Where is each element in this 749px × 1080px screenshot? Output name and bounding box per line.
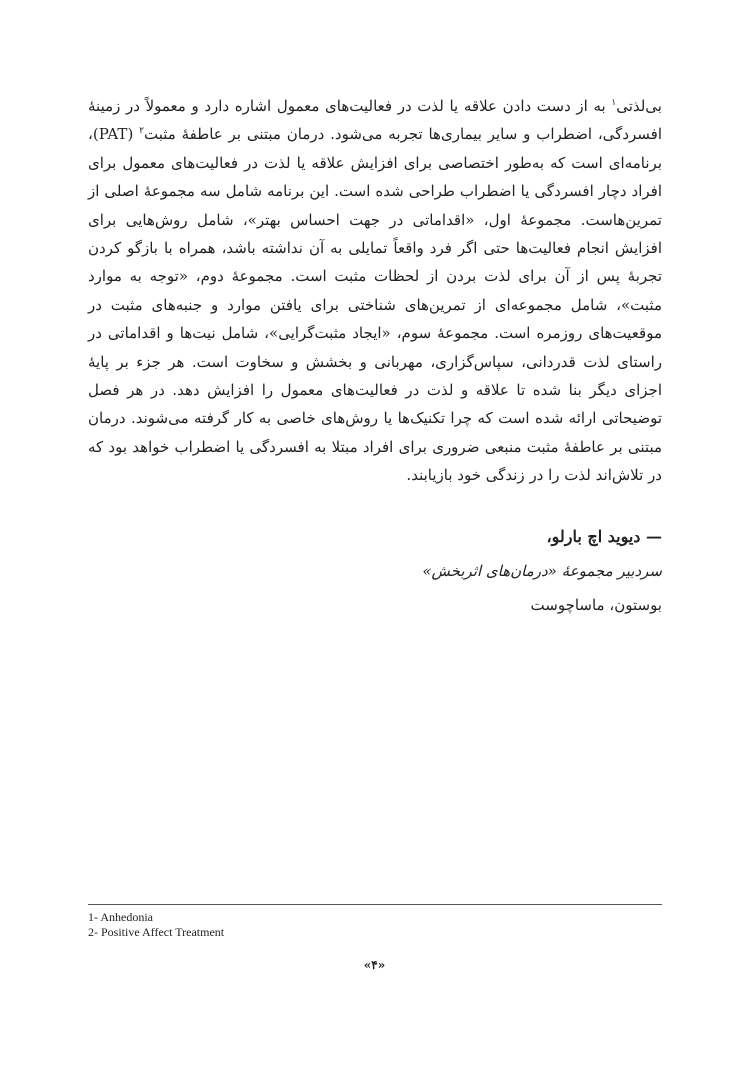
author-name: — دیوید اچ بارلو،: [546, 527, 662, 546]
body-paragraph: [88, 92, 662, 490]
footnote-ref-2: ۲: [139, 126, 144, 137]
footnote-divider: [88, 904, 662, 905]
body-text-middle: به از دست دادن علاقه یا لذت در فعالیت‌های معمول اشاره دارد و معمولاً در زمینهٔ افسردگی، اضطراب و سایر بیماری‌ها تجربه می‌شود. درمان مبتنی بر عاطفهٔ مثبت: [88, 97, 662, 144]
author-role: سردبیر مجموعهٔ «درمان‌های اثربخش»: [422, 562, 662, 580]
body-text-start: بی‌لذتی: [616, 97, 662, 115]
signature-block: [88, 520, 662, 622]
body-text-end: (PAT)، برنامه‌ای است که به‌طور اختصاصی برای افزایش علاقه یا لذت در فعالیت‌های معمول برای افراد دچار افسردگی یا اضطراب طراحی شده است. این برنامه شامل سه مجموعهٔ اصلی از تمرین‌هاست. مجموعهٔ اول، «اقداماتی در جهت احساس بهتر»، شامل روش‌هایی برای افزایش انجام فعالیت‌ها حتی اگر فرد واقعاً تمایلی به آن نداشته باشد، همراه با بازگو کردن تجربهٔ پس از آن برای لذت بردن از لحظات مثبت است. مجموعهٔ دوم، «توجه به موارد مثبت»، شامل مجموعه‌ای از تمرین‌های شناختی برای یافتن موارد و جنبه‌های مثبت در موقعیت‌های روزمره است. مجموعهٔ سوم، «ایجاد مثبت‌گرایی»، شامل نیت‌ها و اقداماتی در راستای لذت قدردانی، سپاس‌گزاری، مهربانی و بخشش و سخاوت است. هر جزء بر پایهٔ اجزای دیگر بنا شده تا علاقه و لذت در فعالیت‌های معمول را افزایش دهد. در هر فصل توضیحاتی ارائه شده است که چرا تکنیک‌ها یا روش‌های خاصی به کار گرفته می‌شوند. درمان مبتنی بر عاطفهٔ مثبت منبعی ضروری برای افراد مبتلا به افسردگی یا اضطراب خواهد بود که در تلاش‌اند لذت را در زندگی خود بازیابند.: [88, 125, 662, 485]
footnote-1: 1- Anhedonia: [88, 910, 153, 924]
page-number: «۴»: [363, 958, 386, 972]
footnote-ref-1: ۱: [611, 98, 617, 108]
footnotes: [88, 910, 662, 940]
author-location: بوستون، ماساچوست: [530, 596, 662, 614]
footnote-2: 2- Positive Affect Treatment: [88, 925, 225, 939]
